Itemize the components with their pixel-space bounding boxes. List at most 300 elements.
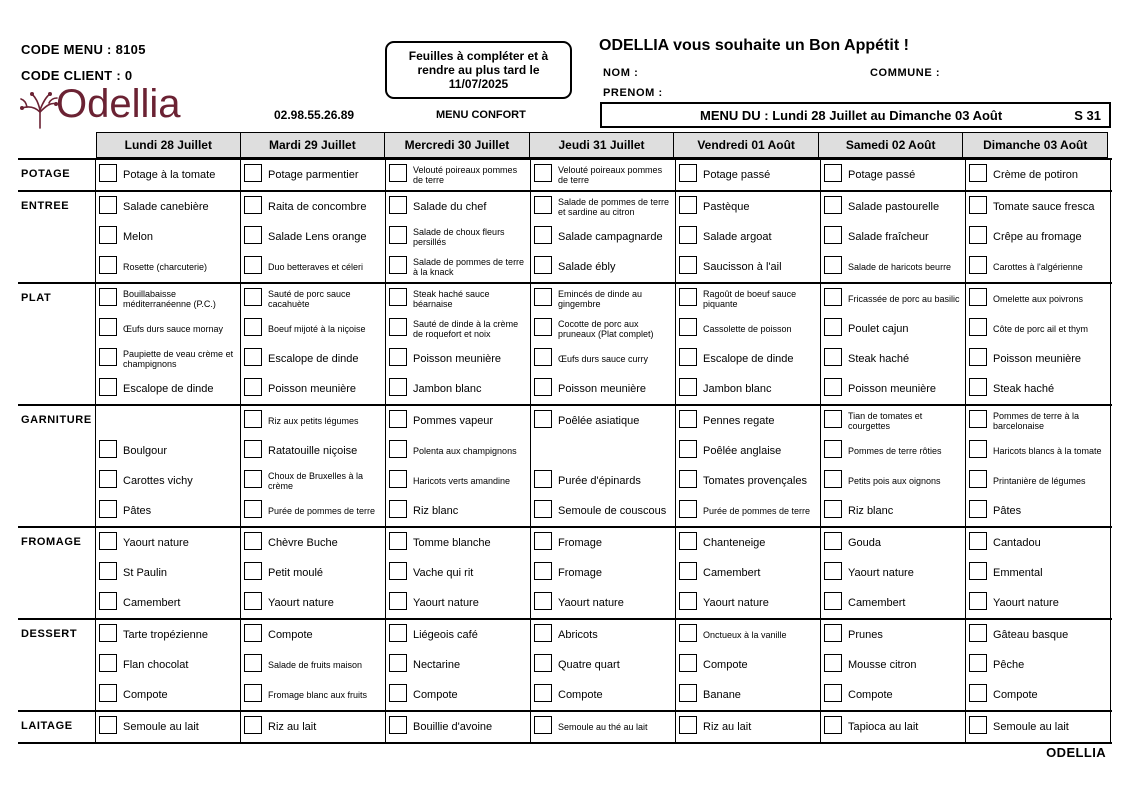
dish-label: Polenta aux champignons: [413, 446, 517, 456]
menu-option: [386, 712, 530, 742]
choice-checkbox[interactable]: [969, 500, 987, 518]
choice-checkbox[interactable]: [534, 470, 552, 488]
choice-checkbox[interactable]: [969, 378, 987, 396]
choice-checkbox[interactable]: [389, 196, 407, 214]
menu-option: [386, 344, 530, 374]
choice-checkbox[interactable]: [679, 164, 697, 182]
menu-option: [241, 528, 385, 558]
dish-label: Choux de Bruxelles à la crème: [268, 471, 364, 491]
choice-checkbox[interactable]: [99, 592, 117, 610]
footer-brand: ODELLIA: [1046, 745, 1106, 760]
choice-checkbox[interactable]: [679, 196, 697, 214]
section-label: GARNITURE: [18, 406, 96, 526]
prenom-field-label: PRENOM :: [603, 87, 663, 99]
menu-option: [821, 650, 965, 680]
choice-checkbox[interactable]: [679, 592, 697, 610]
menu-option: [96, 620, 240, 650]
dish-label: Tomate sauce fresca: [993, 201, 1095, 213]
menu-option: [676, 466, 820, 496]
choice-checkbox[interactable]: [824, 410, 842, 428]
choice-checkbox[interactable]: [99, 226, 117, 244]
menu-option: [531, 160, 675, 190]
section-label: LAITAGE: [18, 712, 96, 742]
choice-checkbox[interactable]: [389, 592, 407, 610]
menu-option: [241, 284, 385, 314]
menu-option: [531, 466, 675, 496]
menu-option: [531, 712, 675, 742]
menu-option: [531, 650, 675, 680]
menu-option: [966, 558, 1110, 588]
day-column: [531, 712, 676, 742]
dish-label: Tapioca au lait: [848, 721, 919, 733]
choice-checkbox[interactable]: [679, 532, 697, 550]
choice-checkbox[interactable]: [534, 562, 552, 580]
choice-checkbox[interactable]: [244, 716, 262, 734]
menu-option: [531, 680, 675, 710]
dish-label: Salade de pommes de terre et sardine au citron: [558, 197, 670, 217]
menu-option: [966, 374, 1110, 404]
choice-checkbox[interactable]: [389, 654, 407, 672]
dish-label: Paupiette de veau crème et champignons: [123, 349, 234, 369]
dish-label: Salade du chef: [413, 201, 487, 213]
dish-label: Tarte tropézienne: [123, 629, 208, 641]
dish-label: Pâtes: [993, 505, 1022, 517]
dish-label: Potage passé: [848, 169, 916, 181]
choice-checkbox[interactable]: [824, 500, 842, 518]
dish-label: Œufs durs sauce mornay: [123, 324, 224, 334]
menu-option: [386, 436, 530, 466]
choice-checkbox[interactable]: [244, 378, 262, 396]
choice-checkbox[interactable]: [389, 684, 407, 702]
choice-checkbox[interactable]: [679, 288, 697, 306]
menu-option: [821, 436, 965, 466]
day-column: [821, 712, 966, 742]
choice-checkbox[interactable]: [244, 470, 262, 488]
choice-checkbox[interactable]: [389, 562, 407, 580]
choice-checkbox[interactable]: [679, 410, 697, 428]
choice-checkbox[interactable]: [389, 716, 407, 734]
choice-checkbox[interactable]: [99, 684, 117, 702]
choice-checkbox[interactable]: [244, 348, 262, 366]
dish-label: Poulet cajun: [848, 323, 909, 335]
dish-label: Raita de concombre: [268, 201, 367, 213]
choice-checkbox[interactable]: [534, 592, 552, 610]
menu-option: [676, 588, 820, 618]
day-column: [966, 712, 1111, 742]
menu-option: [241, 192, 385, 222]
choice-checkbox[interactable]: [99, 624, 117, 642]
choice-checkbox[interactable]: [824, 562, 842, 580]
choice-checkbox[interactable]: [389, 440, 407, 458]
menu-type: MENU CONFORT: [436, 109, 526, 121]
choice-checkbox[interactable]: [969, 164, 987, 182]
menu-option: [96, 314, 240, 344]
day-header: Vendredi 01 Août: [674, 132, 819, 158]
dish-label: Poêlée asiatique: [558, 415, 640, 427]
choice-checkbox[interactable]: [389, 226, 407, 244]
dish-label: Haricots blancs à la tomate: [993, 446, 1102, 456]
choice-checkbox[interactable]: [99, 532, 117, 550]
dish-label: Salade argoat: [703, 231, 772, 243]
menu-option: [96, 528, 240, 558]
choice-checkbox[interactable]: [389, 288, 407, 306]
menu-option: [676, 680, 820, 710]
choice-checkbox[interactable]: [244, 288, 262, 306]
choice-checkbox[interactable]: [679, 226, 697, 244]
choice-checkbox[interactable]: [969, 470, 987, 488]
choice-checkbox[interactable]: [244, 624, 262, 642]
menu-option: [966, 712, 1110, 742]
menu-period-box: [600, 102, 1111, 128]
choice-checkbox[interactable]: [824, 196, 842, 214]
choice-checkbox[interactable]: [969, 288, 987, 306]
menu-option: [966, 496, 1110, 526]
choice-checkbox[interactable]: [99, 378, 117, 396]
dish-label: Fromage blanc aux fruits: [268, 690, 368, 700]
choice-checkbox[interactable]: [969, 440, 987, 458]
menu-option: [966, 192, 1110, 222]
menu-option: [531, 284, 675, 314]
choice-checkbox[interactable]: [824, 378, 842, 396]
menu-option: [96, 252, 240, 282]
menu-option: [241, 374, 385, 404]
choice-checkbox[interactable]: [244, 410, 262, 428]
dish-label: Steak haché sauce béarnaise: [413, 289, 490, 309]
choice-checkbox[interactable]: [244, 226, 262, 244]
day-column: [241, 620, 386, 710]
dish-label: Saucisson à l'ail: [703, 261, 782, 273]
dish-label: Yaourt nature: [993, 597, 1059, 609]
choice-checkbox[interactable]: [99, 562, 117, 580]
day-column: [386, 712, 531, 742]
choice-checkbox[interactable]: [534, 500, 552, 518]
menu-option: [386, 588, 530, 618]
menu-option: [676, 160, 820, 190]
section-plat: [18, 284, 1112, 406]
dish-label: Riz blanc: [413, 505, 459, 517]
dish-label: Sauté de porc sauce cacahuète: [268, 289, 351, 309]
choice-checkbox[interactable]: [99, 288, 117, 306]
dish-label: Compote: [848, 689, 893, 701]
menu-option: [531, 528, 675, 558]
choice-checkbox[interactable]: [244, 164, 262, 182]
choice-checkbox[interactable]: [244, 500, 262, 518]
choice-checkbox[interactable]: [969, 196, 987, 214]
choice-checkbox[interactable]: [824, 716, 842, 734]
choice-checkbox[interactable]: [824, 256, 842, 274]
menu-option: [676, 620, 820, 650]
dish-label: Abricots: [558, 629, 598, 641]
menu-option: [676, 314, 820, 344]
dish-label: Pêche: [993, 659, 1025, 671]
menu-option: [531, 496, 675, 526]
menu-option: [676, 650, 820, 680]
choice-checkbox[interactable]: [534, 532, 552, 550]
dish-label: Camembert: [703, 567, 761, 579]
menu-option: [241, 160, 385, 190]
dish-label: Pastèque: [703, 201, 750, 213]
choice-checkbox[interactable]: [969, 318, 987, 336]
choice-checkbox[interactable]: [679, 500, 697, 518]
choice-checkbox[interactable]: [969, 684, 987, 702]
day-column: [96, 284, 241, 404]
menu-option: [386, 252, 530, 282]
dish-label: Côte de porc ail et thym: [993, 324, 1089, 334]
menu-option: [966, 252, 1110, 282]
choice-checkbox[interactable]: [99, 654, 117, 672]
choice-checkbox[interactable]: [389, 348, 407, 366]
choice-checkbox[interactable]: [679, 716, 697, 734]
menu-option: [96, 406, 240, 436]
dish-label: Salade de haricots beurre: [848, 262, 952, 272]
dish-label: Mousse citron: [848, 659, 917, 671]
choice-checkbox[interactable]: [969, 532, 987, 550]
menu-option: [966, 284, 1110, 314]
choice-checkbox[interactable]: [824, 288, 842, 306]
day-column: [821, 406, 966, 526]
choice-checkbox[interactable]: [244, 256, 262, 274]
choice-checkbox[interactable]: [99, 318, 117, 336]
menu-option: [531, 252, 675, 282]
choice-checkbox[interactable]: [389, 470, 407, 488]
menu-option: [966, 466, 1110, 496]
commune-field-label: COMMUNE :: [870, 67, 941, 79]
dish-label: Cassolette de poisson: [703, 324, 792, 334]
dish-label: Escalope de dinde: [123, 383, 214, 395]
choice-checkbox[interactable]: [99, 470, 117, 488]
choice-checkbox[interactable]: [99, 440, 117, 458]
menu-option: [241, 436, 385, 466]
choice-checkbox[interactable]: [679, 440, 697, 458]
choice-checkbox[interactable]: [534, 624, 552, 642]
day-column: [966, 160, 1111, 190]
choice-checkbox[interactable]: [244, 318, 262, 336]
menu-option: [386, 528, 530, 558]
menu-option: [241, 222, 385, 252]
choice-checkbox[interactable]: [679, 318, 697, 336]
dish-label: Yaourt nature: [703, 597, 769, 609]
dish-label: Fromage: [558, 537, 603, 549]
menu-option: [241, 466, 385, 496]
choice-checkbox[interactable]: [824, 226, 842, 244]
choice-checkbox[interactable]: [969, 624, 987, 642]
choice-checkbox[interactable]: [969, 348, 987, 366]
choice-checkbox[interactable]: [99, 164, 117, 182]
dish-label: Cocotte de porc aux pruneaux (Plat complet): [558, 319, 654, 339]
day-column: [966, 528, 1111, 618]
menu-option: [676, 496, 820, 526]
menu-option: [241, 406, 385, 436]
day-header: Samedi 02 Août: [819, 132, 964, 158]
choice-checkbox[interactable]: [824, 654, 842, 672]
choice-checkbox[interactable]: [679, 256, 697, 274]
menu-option: [96, 588, 240, 618]
choice-checkbox[interactable]: [824, 164, 842, 182]
dish-label: Velouté poireaux pommes de terre: [413, 165, 518, 185]
dish-label: Vache qui rit: [413, 567, 474, 579]
choice-checkbox[interactable]: [99, 348, 117, 366]
choice-checkbox[interactable]: [969, 592, 987, 610]
choice-checkbox[interactable]: [969, 654, 987, 672]
dish-label: Salade campagnarde: [558, 231, 663, 243]
choice-checkbox[interactable]: [679, 654, 697, 672]
menu-option: [386, 314, 530, 344]
dish-label: Jambon blanc: [413, 383, 482, 395]
choice-checkbox[interactable]: [389, 256, 407, 274]
code-menu: CODE MENU : 8105: [21, 42, 146, 57]
day-header: Mardi 29 Juillet: [241, 132, 386, 158]
choice-checkbox[interactable]: [244, 592, 262, 610]
code-client: CODE CLIENT : 0: [21, 68, 133, 83]
choice-checkbox[interactable]: [99, 196, 117, 214]
choice-checkbox[interactable]: [244, 196, 262, 214]
section-entree: [18, 192, 1112, 284]
menu-option: [386, 406, 530, 436]
menu-option: [241, 588, 385, 618]
dish-label: Compote: [268, 629, 313, 641]
choice-checkbox[interactable]: [969, 256, 987, 274]
choice-checkbox[interactable]: [389, 500, 407, 518]
menu-option: [531, 436, 675, 466]
section-label: DESSERT: [18, 620, 96, 710]
choice-checkbox[interactable]: [679, 684, 697, 702]
choice-checkbox[interactable]: [534, 716, 552, 734]
menu-option: [96, 680, 240, 710]
dish-label: Steak haché: [993, 383, 1055, 395]
dish-label: Sauté de dinde à la crème de roquefort et noix: [413, 319, 519, 339]
dish-label: Yaourt nature: [268, 597, 334, 609]
choice-checkbox[interactable]: [824, 470, 842, 488]
choice-checkbox[interactable]: [824, 532, 842, 550]
day-column: [386, 192, 531, 282]
choice-checkbox[interactable]: [824, 624, 842, 642]
choice-checkbox[interactable]: [534, 164, 552, 182]
choice-checkbox[interactable]: [99, 500, 117, 518]
dish-label: Steak haché: [848, 353, 910, 365]
choice-checkbox[interactable]: [534, 196, 552, 214]
menu-option: [676, 192, 820, 222]
choice-checkbox[interactable]: [244, 562, 262, 580]
choice-checkbox[interactable]: [534, 226, 552, 244]
choice-checkbox[interactable]: [244, 440, 262, 458]
menu-option: [966, 160, 1110, 190]
menu-option: [966, 528, 1110, 558]
choice-checkbox[interactable]: [389, 624, 407, 642]
choice-checkbox[interactable]: [969, 226, 987, 244]
day-column: [96, 406, 241, 526]
menu-option: [241, 496, 385, 526]
choice-checkbox[interactable]: [389, 532, 407, 550]
day-column: [966, 192, 1111, 282]
day-header: Dimanche 03 Août: [963, 132, 1108, 158]
dish-label: Salade de pommes de terre à la knack: [413, 257, 525, 277]
choice-checkbox[interactable]: [679, 562, 697, 580]
menu-option: [531, 406, 675, 436]
section-potage: [18, 158, 1112, 192]
day-header: Mercredi 30 Juillet: [385, 132, 530, 158]
menu-option: [966, 222, 1110, 252]
choice-checkbox[interactable]: [389, 318, 407, 336]
choice-checkbox[interactable]: [534, 348, 552, 366]
menu-option: [531, 374, 675, 404]
day-column: [966, 284, 1111, 404]
choice-checkbox[interactable]: [534, 378, 552, 396]
menu-option: [241, 344, 385, 374]
menu-option: [96, 712, 240, 742]
choice-checkbox[interactable]: [679, 378, 697, 396]
dish-label: Gâteau basque: [993, 629, 1069, 641]
choice-checkbox[interactable]: [824, 440, 842, 458]
menu-option: [531, 344, 675, 374]
choice-checkbox[interactable]: [534, 318, 552, 336]
choice-checkbox[interactable]: [534, 654, 552, 672]
menu-option: [386, 620, 530, 650]
section-fromage: [18, 528, 1112, 620]
menu-option: [386, 222, 530, 252]
menu-option: [966, 650, 1110, 680]
choice-checkbox[interactable]: [99, 716, 117, 734]
choice-checkbox[interactable]: [824, 684, 842, 702]
choice-checkbox[interactable]: [824, 318, 842, 336]
choice-checkbox[interactable]: [99, 256, 117, 274]
dish-label: Printanière de légumes: [993, 476, 1086, 486]
menu-option: [676, 406, 820, 436]
dish-label: Semoule de couscous: [558, 505, 667, 517]
choice-checkbox[interactable]: [679, 624, 697, 642]
dish-label: Pommes de terre rôties: [848, 446, 942, 456]
dish-label: Salade canebière: [123, 201, 209, 213]
dish-label: Compote: [993, 689, 1038, 701]
choice-checkbox[interactable]: [389, 164, 407, 182]
choice-checkbox[interactable]: [534, 288, 552, 306]
choice-checkbox[interactable]: [534, 684, 552, 702]
dish-label: Compote: [558, 689, 603, 701]
choice-checkbox[interactable]: [969, 716, 987, 734]
welcome-title: ODELLIA vous souhaite un Bon Appétit !: [599, 37, 909, 54]
menu-option: [531, 620, 675, 650]
dish-label: Melon: [123, 231, 153, 243]
menu-option: [966, 620, 1110, 650]
choice-checkbox[interactable]: [389, 410, 407, 428]
dish-label: Crêpe au fromage: [993, 231, 1082, 243]
menu-option: [531, 222, 675, 252]
choice-checkbox[interactable]: [244, 532, 262, 550]
menu-option: [821, 344, 965, 374]
choice-checkbox[interactable]: [824, 592, 842, 610]
choice-checkbox[interactable]: [244, 684, 262, 702]
choice-checkbox[interactable]: [824, 348, 842, 366]
menu-option: [96, 436, 240, 466]
menu-option: [386, 558, 530, 588]
choice-checkbox[interactable]: [969, 562, 987, 580]
menu-option: [821, 680, 965, 710]
day-column: [96, 192, 241, 282]
dish-label: Poisson meunière: [558, 383, 647, 395]
menu-option: [676, 344, 820, 374]
choice-checkbox[interactable]: [969, 410, 987, 428]
menu-option: [676, 284, 820, 314]
choice-checkbox[interactable]: [244, 654, 262, 672]
menu-option: [96, 222, 240, 252]
choice-checkbox[interactable]: [534, 410, 552, 428]
choice-checkbox[interactable]: [679, 470, 697, 488]
menu-option: [676, 712, 820, 742]
menu-option: [821, 496, 965, 526]
choice-checkbox[interactable]: [389, 378, 407, 396]
menu-option: [821, 284, 965, 314]
choice-checkbox[interactable]: [534, 256, 552, 274]
choice-checkbox[interactable]: [679, 348, 697, 366]
